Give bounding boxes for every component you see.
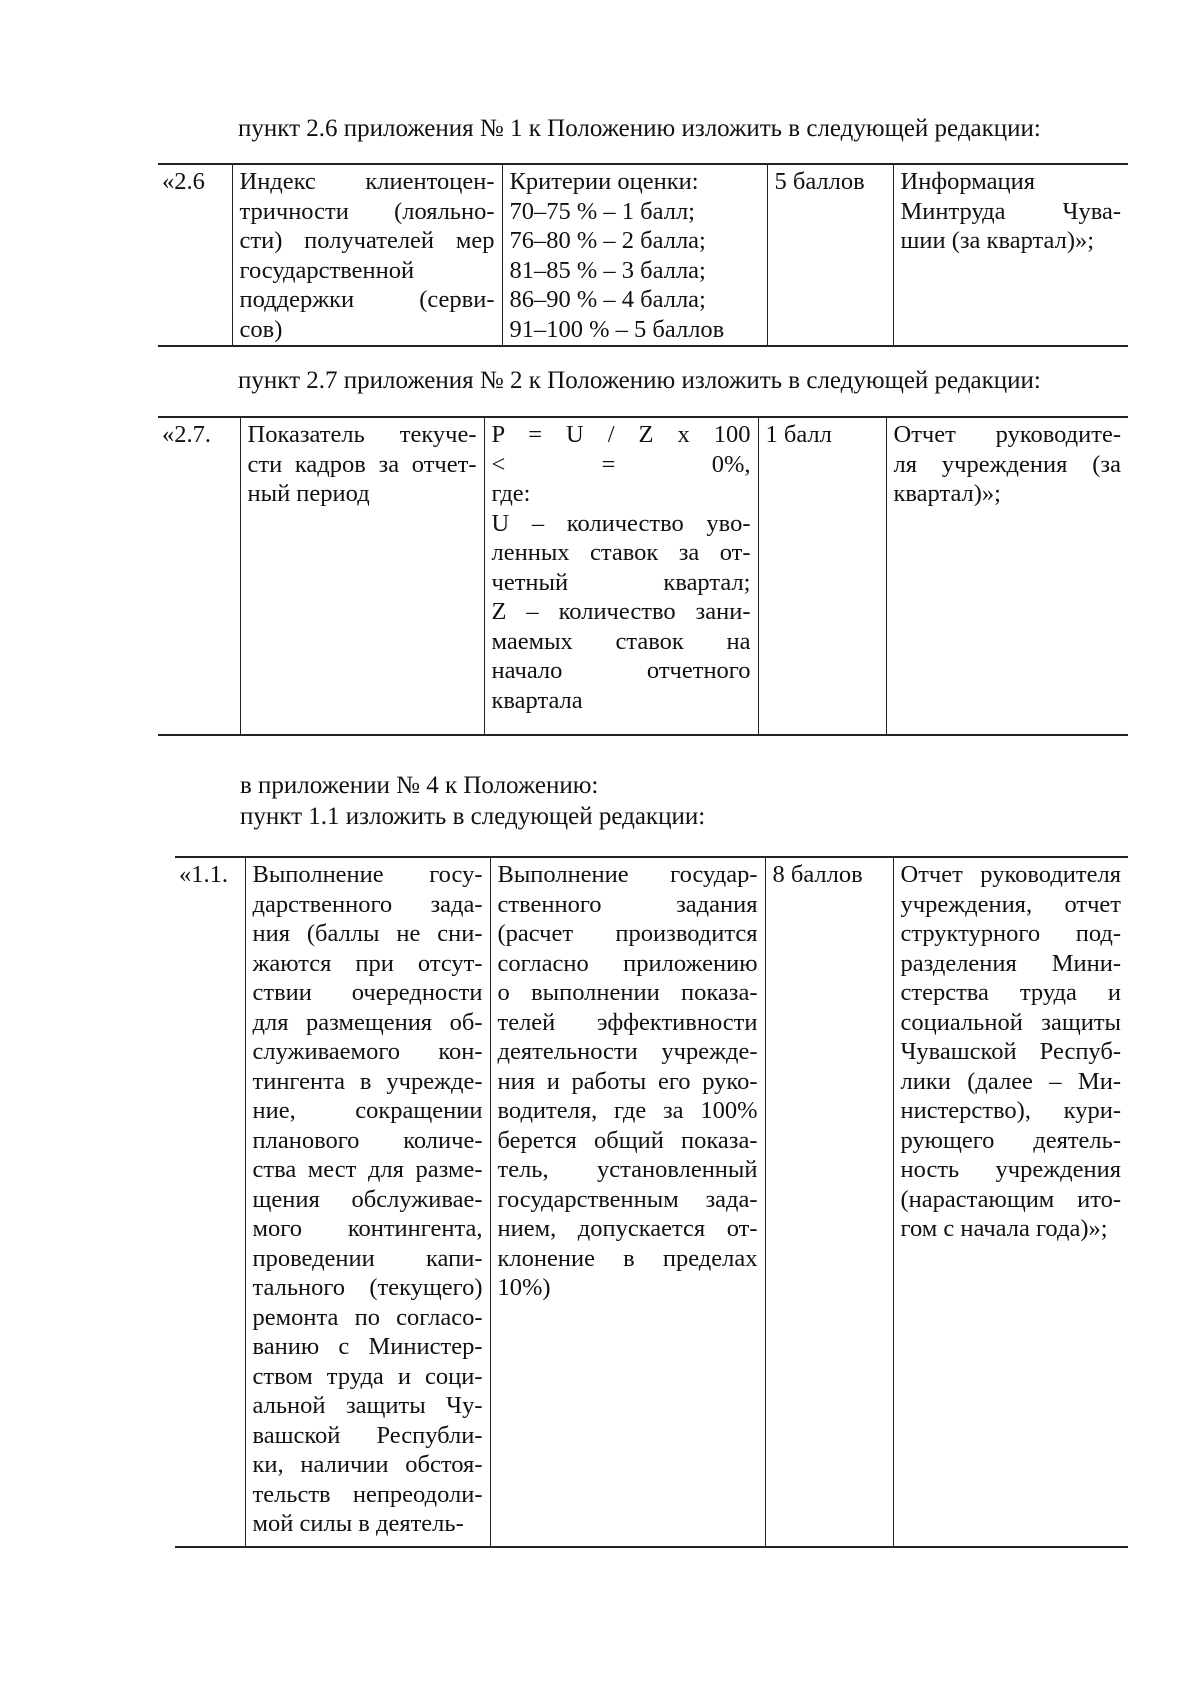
cell-line: поддержки (серви- bbox=[239, 286, 495, 313]
cell-line: разделения Мини- bbox=[900, 949, 1121, 977]
cell-line: Z – количество зани- bbox=[491, 598, 751, 625]
cell-line: ванию с Министер- bbox=[252, 1333, 483, 1360]
cell-line: квартал)»; bbox=[893, 480, 1001, 507]
cell-line: где: bbox=[491, 480, 531, 507]
cell-line: нистерство), кури- bbox=[900, 1097, 1121, 1124]
cell-line: ственного задания bbox=[497, 890, 758, 918]
cell-line: мой силы в деятель- bbox=[252, 1510, 464, 1537]
cell-line: ля учреждения (за bbox=[893, 450, 1121, 478]
cell-line: квартала bbox=[491, 686, 583, 714]
cell-line: ния (баллы не сни- bbox=[252, 920, 483, 947]
line-group bbox=[492, 420, 751, 715]
cell-line: тричности (лояльно- bbox=[239, 197, 495, 225]
cell-line: структурного под- bbox=[900, 920, 1121, 947]
line-group bbox=[248, 420, 477, 509]
heading-item-2-6: пункт 2.6 приложения № 1 к Положению изложить в следующей редакции: bbox=[238, 115, 1041, 142]
cell-line: нием, допускается от- bbox=[497, 1215, 758, 1242]
cell-line: дарственного зада- bbox=[252, 890, 483, 918]
source-cell bbox=[893, 857, 1128, 1547]
cell-line: для размещения об- bbox=[252, 1008, 483, 1036]
table-row bbox=[158, 417, 1128, 735]
cell-line: тельств непреодоли- bbox=[252, 1480, 483, 1508]
cell-line: Отчет руководите- bbox=[893, 421, 1121, 448]
cell-line: шии (за квартал)»; bbox=[900, 227, 1095, 254]
cell-line: Отчет руководителя bbox=[900, 861, 1121, 888]
cell-line: рующего деятель- bbox=[900, 1126, 1121, 1154]
cell-line: 70–75 % – 1 балл; bbox=[509, 197, 695, 225]
line-group bbox=[901, 167, 1122, 256]
cell-line: сти) получателей мер bbox=[239, 227, 495, 254]
table-row bbox=[158, 164, 1128, 346]
cell-line: (нарастающим ито- bbox=[900, 1185, 1121, 1213]
cell-line: ремонта по согласо- bbox=[252, 1303, 483, 1331]
table-row bbox=[175, 857, 1128, 1547]
table-item-2-6 bbox=[158, 163, 1128, 347]
source-cell bbox=[893, 164, 1128, 346]
cell-line: ства мест для разме- bbox=[252, 1156, 483, 1183]
cell-line: лики (далее – Ми- bbox=[900, 1067, 1121, 1095]
cell-line: водителя, где за 100% bbox=[497, 1097, 758, 1124]
cell-line: сти кадров за отчет- bbox=[247, 450, 477, 478]
cell-line: 86–90 % – 4 балла; bbox=[509, 286, 706, 313]
cell-line: щения обслуживае- bbox=[252, 1185, 483, 1213]
cell-line: проведении капи- bbox=[252, 1244, 483, 1272]
cell-line: альной защиты Чу- bbox=[252, 1392, 483, 1419]
cell-line: Выполнение госу- bbox=[252, 861, 483, 888]
formula-cell bbox=[484, 417, 758, 735]
item-number: «1.1. bbox=[175, 857, 245, 1547]
cell-line: 91–100 % – 5 баллов bbox=[509, 315, 725, 343]
cell-line: 10%) bbox=[497, 1274, 551, 1301]
indicator-name bbox=[245, 857, 490, 1547]
cell-line: ния и работы его руко- bbox=[497, 1067, 758, 1095]
cell-line: ством труда и соци- bbox=[252, 1362, 483, 1390]
cell-line: маемых ставок на bbox=[491, 627, 751, 655]
cell-line: ки, наличии обстоя- bbox=[252, 1451, 483, 1478]
cell-line: тингента в учрежде- bbox=[252, 1067, 483, 1095]
cell-line: сов) bbox=[239, 315, 283, 343]
cell-line: берется общий показа- bbox=[497, 1126, 758, 1154]
cell-line: Информация bbox=[900, 168, 1036, 195]
line-group bbox=[894, 420, 1122, 509]
points-cell: 1 балл bbox=[758, 417, 886, 735]
line-group bbox=[253, 860, 483, 1539]
line-group bbox=[240, 167, 495, 344]
cell-line: Критерии оценки: bbox=[509, 168, 699, 195]
cell-line: гом с начала года)»; bbox=[900, 1215, 1108, 1242]
cell-line: планового количе- bbox=[252, 1126, 483, 1154]
cell-line: P = U / Z x 100 bbox=[491, 421, 751, 448]
cell-line: начало отчетного bbox=[491, 657, 751, 684]
item-number: «2.7. bbox=[158, 417, 240, 735]
cell-line: служиваемого кон- bbox=[252, 1038, 483, 1065]
points-cell: 5 баллов bbox=[767, 164, 893, 346]
source-cell bbox=[886, 417, 1128, 735]
line-group bbox=[498, 860, 758, 1303]
cell-line: о выполнении показа- bbox=[497, 979, 758, 1006]
cell-line: Показатель текуче- bbox=[247, 421, 477, 448]
indicator-name bbox=[240, 417, 484, 735]
points-cell: 8 баллов bbox=[765, 857, 893, 1547]
cell-line: Индекс клиентоцен- bbox=[239, 168, 495, 195]
line-group bbox=[901, 860, 1122, 1244]
cell-line: телей эффективности bbox=[497, 1008, 758, 1036]
cell-line: Выполнение государ- bbox=[497, 861, 758, 888]
heading-item-1-1: пункт 1.1 изложить в следующей редакции: bbox=[240, 803, 706, 830]
cell-line: четный квартал; bbox=[491, 568, 751, 596]
cell-line: ный период bbox=[247, 480, 370, 507]
cell-line: жаются при отсут- bbox=[252, 949, 483, 977]
cell-line: ние, сокращении bbox=[252, 1097, 483, 1124]
heading-appendix-4: в приложении № 4 к Положению: bbox=[240, 772, 599, 799]
cell-line: клонение в пределах bbox=[497, 1244, 758, 1272]
indicator-name bbox=[232, 164, 502, 346]
cell-line: государственной bbox=[239, 256, 415, 284]
table-item-1-1 bbox=[175, 856, 1128, 1548]
table-item-2-7 bbox=[158, 416, 1128, 736]
cell-line: социальной защиты bbox=[900, 1008, 1121, 1036]
cell-line: деятельности учрежде- bbox=[497, 1038, 758, 1065]
cell-line: вашской Республи- bbox=[252, 1421, 483, 1449]
item-number: «2.6 bbox=[158, 164, 232, 346]
cell-line: Минтруда Чува- bbox=[900, 197, 1121, 225]
cell-line: ленных ставок за от- bbox=[491, 539, 751, 566]
cell-line: U – количество уво- bbox=[491, 509, 751, 537]
cell-line: государственным зада- bbox=[497, 1185, 758, 1213]
heading-item-2-7: пункт 2.7 приложения № 2 к Положению изложить в следующей редакции: bbox=[238, 367, 1041, 394]
cell-line: согласно приложению bbox=[497, 949, 758, 977]
description-cell bbox=[490, 857, 765, 1547]
cell-line: (расчет производится bbox=[497, 920, 758, 947]
cell-line: тель, установленный bbox=[497, 1156, 758, 1183]
cell-line: < = 0%, bbox=[491, 450, 751, 478]
cell-line: ствии очередности bbox=[252, 979, 483, 1006]
cell-line: 81–85 % – 3 балла; bbox=[509, 256, 706, 284]
cell-line: мого контингента, bbox=[252, 1215, 483, 1242]
cell-line: стерства труда и bbox=[900, 979, 1121, 1006]
cell-line: учреждения, отчет bbox=[900, 890, 1121, 918]
cell-line: Чувашской Респуб- bbox=[900, 1038, 1121, 1065]
criteria-cell bbox=[502, 164, 767, 346]
cell-line: тального (текущего) bbox=[252, 1274, 483, 1301]
line-group bbox=[510, 167, 760, 344]
cell-line: ность учреждения bbox=[900, 1156, 1121, 1183]
cell-line: 76–80 % – 2 балла; bbox=[509, 227, 706, 254]
